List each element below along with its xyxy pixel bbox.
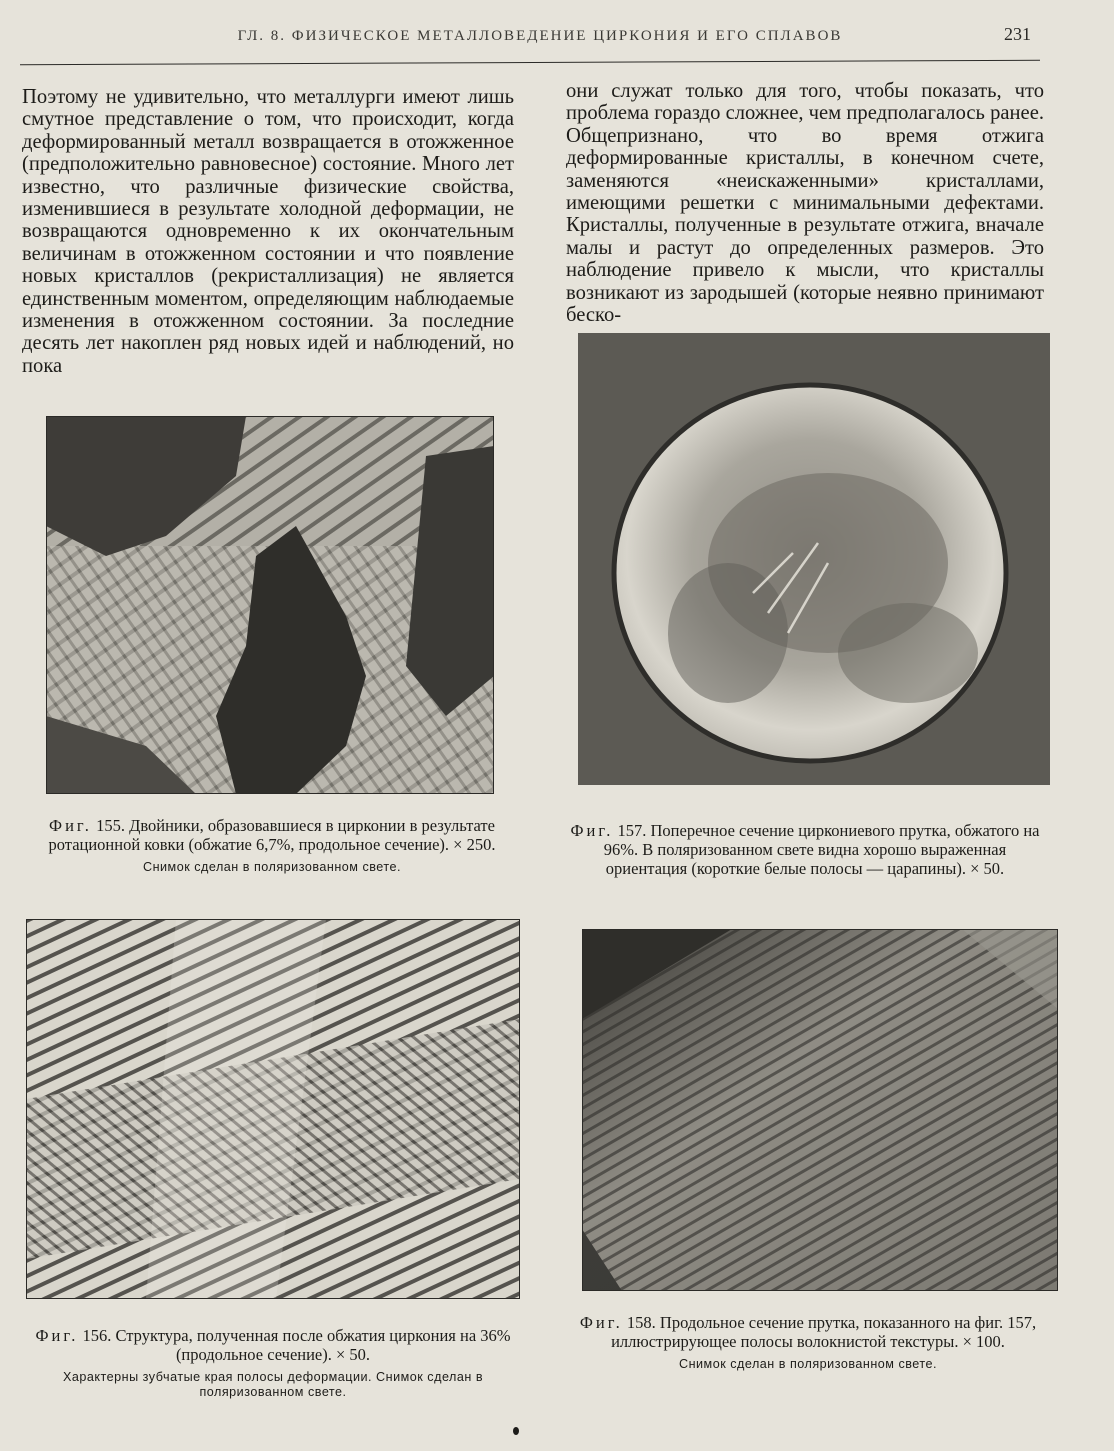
figure-155-image — [46, 416, 494, 794]
figure-158-micrograph — [582, 929, 1058, 1291]
figure-157-image — [578, 333, 1050, 785]
ink-smudge — [513, 1427, 519, 1435]
figure-157-caption-text: 157. Поперечное сечение циркониевого прутка, обжатого на 96%. В поляризованном свете видна хорошо выраженная ориентация (короткие белые полосы — царапины). × 50. — [603, 821, 1040, 878]
body-text-right-column: они служат только для того, чтобы показать, что проблема гораздо сложнее, чем предполагалось ранее. Общепризнано, что во время отжига деформированные кристаллы, в конечном счете, заменяются «неискаженными» кристаллами, имеющими решетки с минимальными дефектами. Кристаллы, полученные в результате отжига, вначале малы и растут до определенных размеров. Это наблюдение привело к мысли, что кристаллы возникают из зародышей (которые неявно принимают беско- — [566, 80, 1044, 327]
figure-156-note: Характерны зубчатые края полосы деформации. Снимок сделан в поляризованном свете. — [62, 1370, 484, 1399]
figure-157-label: Фиг. — [570, 821, 614, 840]
page-number: 231 — [1004, 24, 1031, 44]
figure-156-image — [26, 919, 520, 1299]
header-rule — [20, 60, 1040, 65]
figure-155-caption-text: 155. Двойники, образовавшиеся в цирконии в результате ротационной ковки (обжатие 6,7%, продольное сечение). × 250. — [48, 816, 496, 854]
figure-157-micrograph — [578, 333, 1050, 785]
figure-158-caption-text: 158. Продольное сечение прутка, показанного на фиг. 157, иллюстрирующее полосы волокнистой текстуры. × 100. — [611, 1313, 1037, 1351]
figure-158-image — [582, 929, 1058, 1291]
figure-156-caption — [26, 1326, 520, 1400]
figure-158-caption — [578, 1313, 1038, 1372]
figure-155-micrograph — [46, 416, 494, 794]
figure-155-label: Фиг. — [49, 816, 92, 835]
figure-156-label: Фиг. — [35, 1326, 79, 1345]
figure-155-caption — [26, 816, 518, 875]
running-head: ГЛ. 8. ФИЗИЧЕСКОЕ МЕТАЛЛОВЕДЕНИЕ ЦИРКОНИЯ И ЕГО СПЛАВОВ — [237, 28, 843, 44]
figure-158-note: Снимок сделан в поляризованном свете. — [678, 1357, 938, 1371]
figure-156-caption-text: 156. Структура, полученная после обжатия циркония на 36% (продольное сечение). × 50. — [82, 1326, 511, 1364]
figure-158-label: Фиг. — [579, 1313, 623, 1332]
figure-155-note: Снимок сделан в поляризованном свете. — [142, 860, 402, 874]
figure-156-micrograph — [26, 919, 520, 1299]
body-text-left-column: Поэтому не удивительно, что металлурги имеют лишь смутное представление о том, что происходит, когда деформированный металл возвращается в отожженное (предположительно равновесное) состояние. Много лет известно, что различные физические свойства, изменившиеся в результате холодной деформации, не возвращаются одновременно к их окончательным величинам в отожженном состоянии и что появление новых кристаллов (рекристаллизация) не является единственным моментом, определяющим наблюдаемые изменения в отожженном состоянии. За последние десять лет накоплен ряд новых идей и наблюдений, но пока — [22, 86, 514, 377]
figure-157-caption — [566, 821, 1044, 878]
